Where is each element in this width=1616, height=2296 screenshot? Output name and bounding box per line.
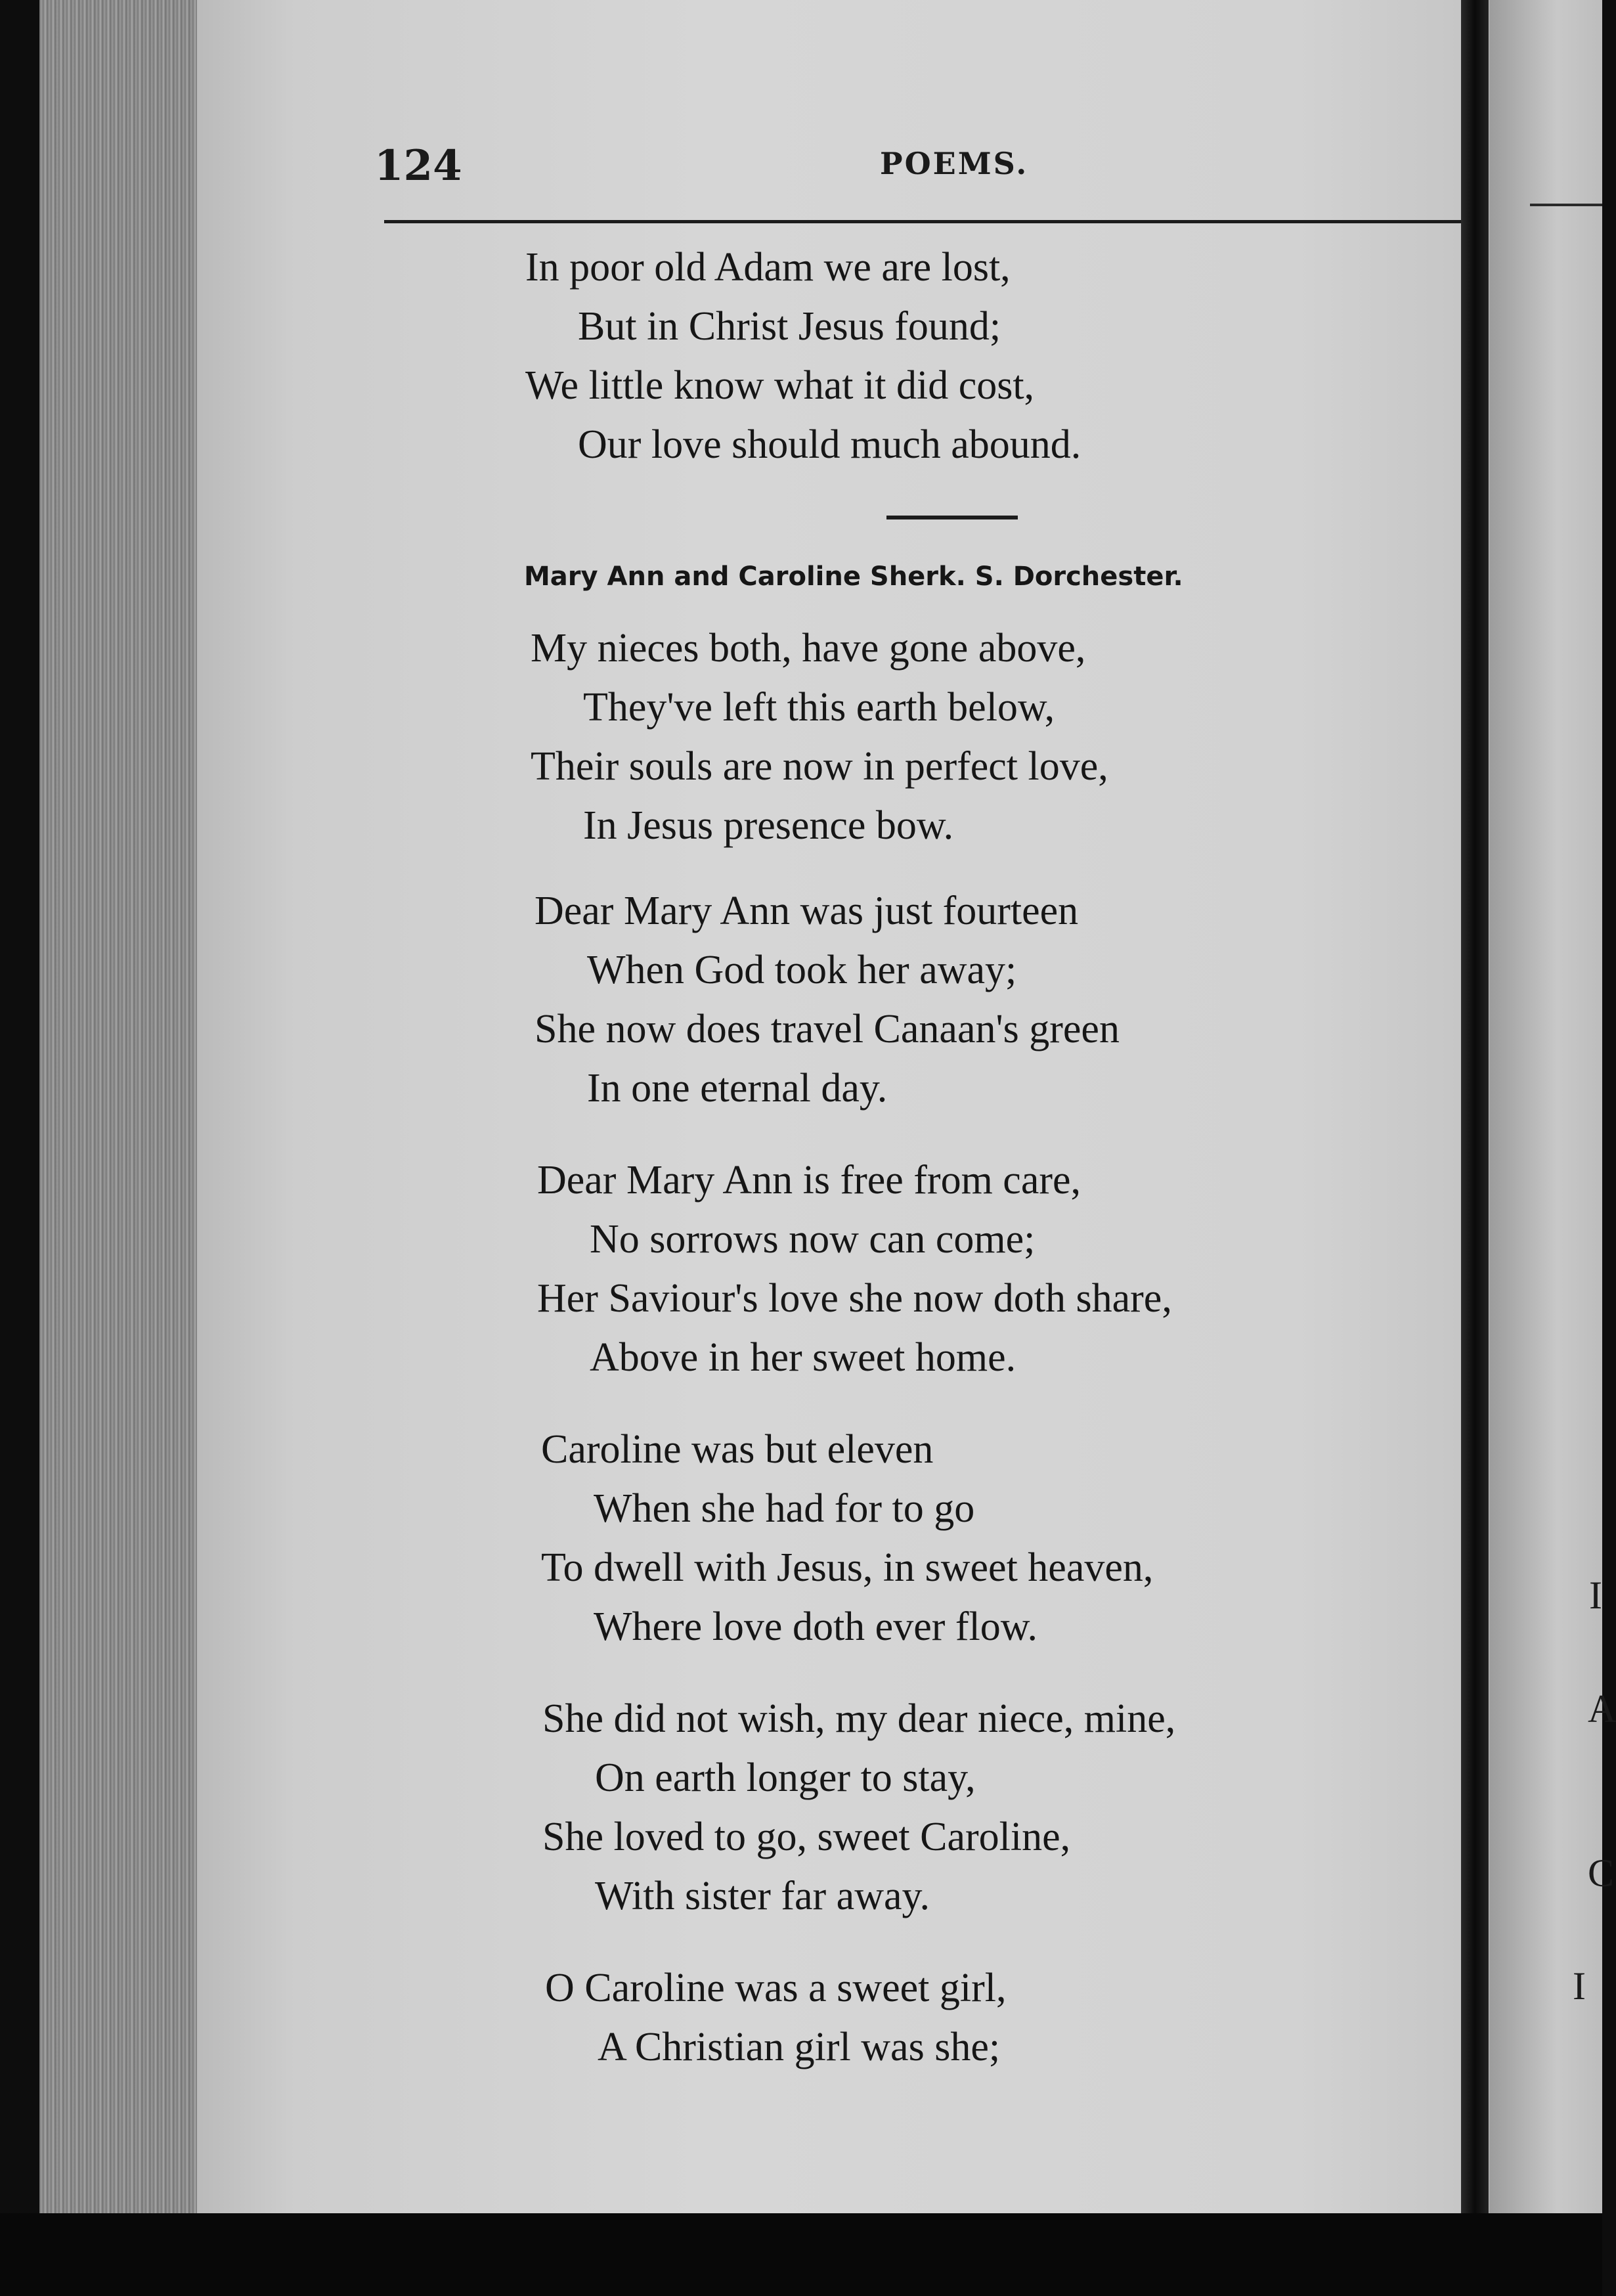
facing-page-edge: [1489, 0, 1602, 2220]
verse-line: She did not wish, my dear niece, mine,: [542, 1696, 1176, 1741]
verse-line: Her Saviour's love she now doth share,: [537, 1276, 1172, 1321]
verse-line: O Caroline was a sweet girl,: [545, 1966, 1007, 2010]
verse-line: My nieces both, have gone above,: [531, 626, 1086, 671]
verse-line: Their souls are now in perfect love,: [531, 744, 1108, 789]
verse-line: Where love doth ever flow.: [594, 1604, 1037, 1649]
verse-line: When she had for to go: [594, 1486, 975, 1531]
verse-line: In poor old Adam we are lost,: [525, 245, 1011, 290]
poem-subtitle: Mary Ann and Caroline Sherk. S. Dorchester.: [524, 562, 1183, 592]
page-edges: [39, 0, 197, 2213]
scan-border: [0, 2213, 1602, 2296]
running-head: POEMS.: [880, 146, 1029, 181]
header-rule: [384, 220, 1461, 223]
verse-line: Above in her sweet home.: [590, 1335, 1016, 1380]
verse-line: In one eternal day.: [587, 1066, 888, 1111]
verse-line: They've left this earth below,: [583, 685, 1055, 730]
verse-line: She now does travel Canaan's green: [535, 1007, 1120, 1051]
verse-line: Dear Mary Ann was just fourteen: [535, 889, 1079, 933]
verse-line: Caroline was but eleven: [541, 1427, 934, 1472]
page-number: 124: [374, 141, 462, 190]
facing-page-letter: I: [1573, 1964, 1586, 2008]
facing-page-letter: A: [1588, 1687, 1616, 1731]
verse-line: But in Christ Jesus found;: [578, 304, 1001, 349]
verse-line: We little know what it did cost,: [525, 363, 1035, 408]
verse-line: In Jesus presence bow.: [583, 803, 954, 848]
verse-line: With sister far away.: [595, 1874, 930, 1918]
verse-line: On earth longer to stay,: [595, 1755, 976, 1800]
verse-line: A Christian girl was she;: [598, 2025, 1001, 2069]
verse-line: She loved to go, sweet Caroline,: [542, 1815, 1071, 1859]
facing-page-rule: [1530, 204, 1602, 206]
verse-line: When God took her away;: [587, 948, 1017, 992]
verse-line: Our love should much abound.: [578, 422, 1081, 467]
verse-line: No sorrows now can come;: [590, 1217, 1036, 1262]
facing-page-letter: C: [1588, 1851, 1615, 1895]
section-divider: [886, 516, 1018, 519]
verse-line: Dear Mary Ann is free from care,: [537, 1158, 1081, 1203]
facing-page-letter: I: [1589, 1574, 1602, 1617]
verse-line: To dwell with Jesus, in sweet heaven,: [541, 1545, 1154, 1590]
book-gutter: [1461, 0, 1489, 2220]
